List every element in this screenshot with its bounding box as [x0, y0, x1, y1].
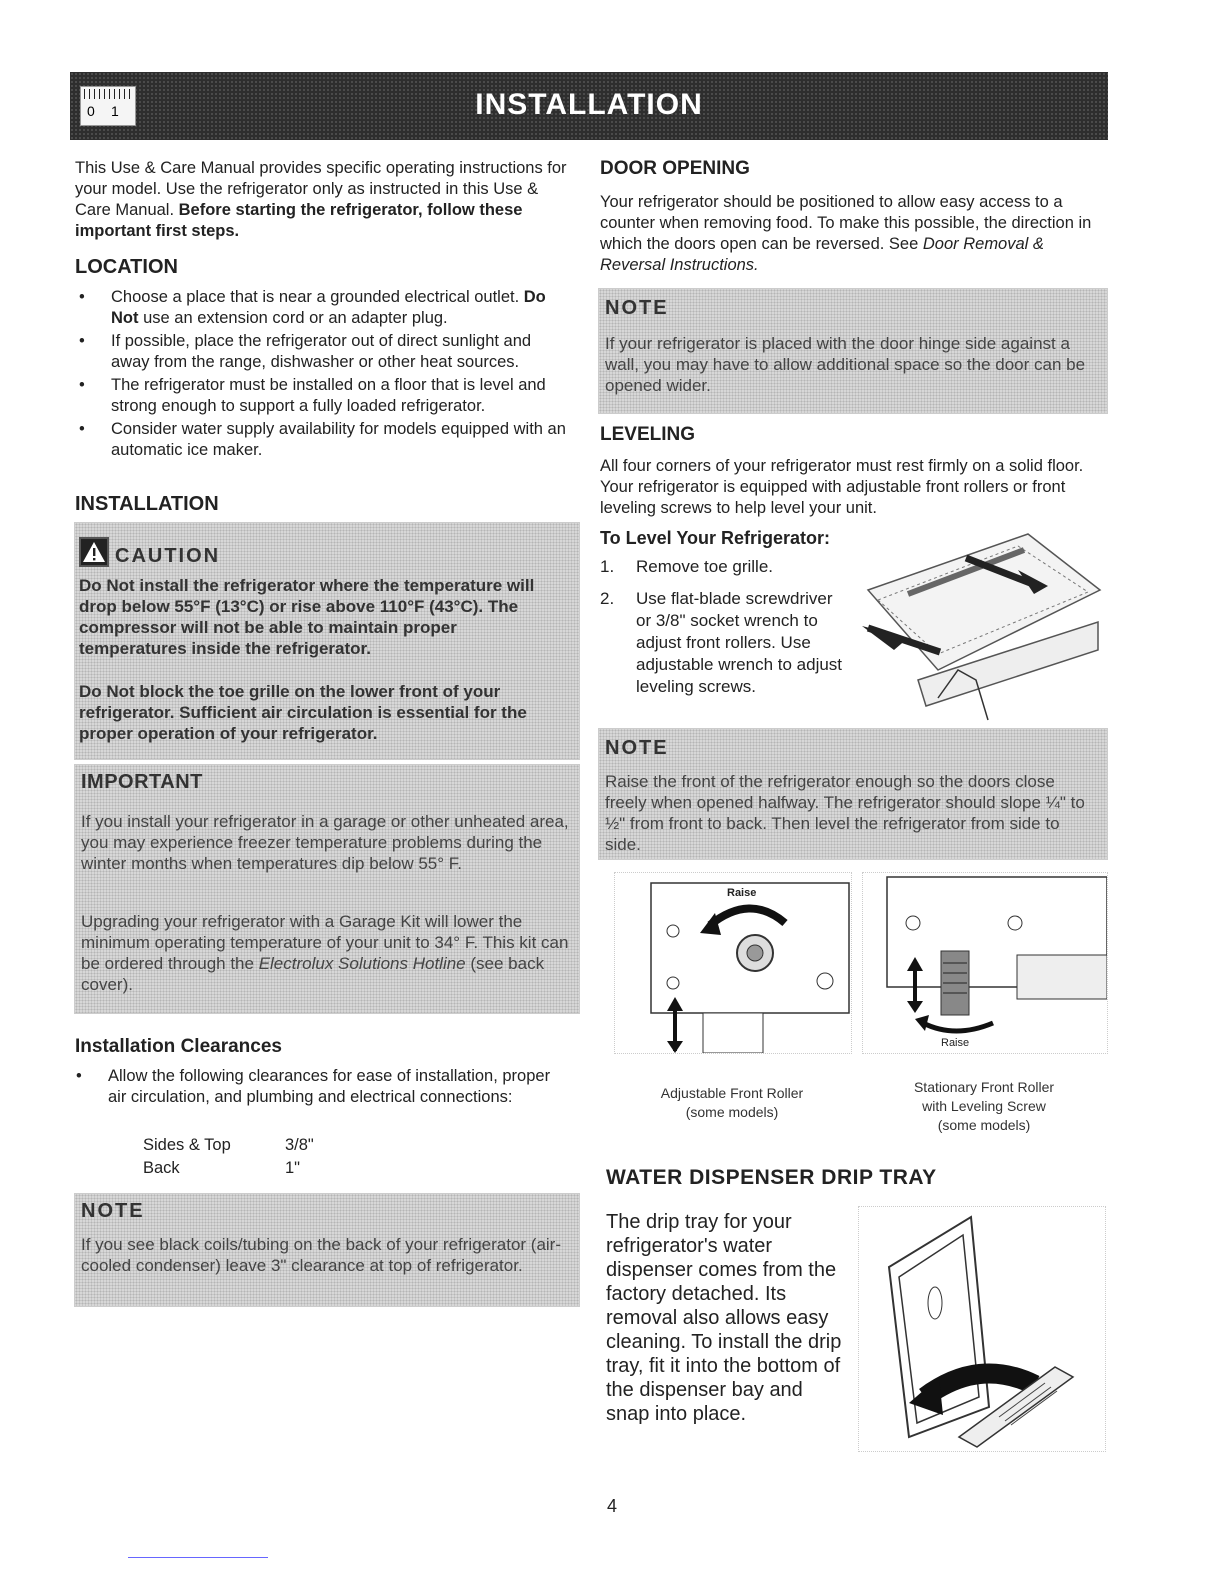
- adjustable-roller-caption: Adjustable Front Roller (some models): [660, 1085, 804, 1120]
- location-heading: LOCATION: [75, 256, 178, 278]
- leveling-subheading: To Level Your Refrigerator:: [600, 528, 831, 548]
- leveling-steps: [600, 556, 850, 698]
- clearance-value-sides: 3/8": [285, 1136, 314, 1154]
- note-coils-text: If you see black coils/tubing on the back of your refrigerator (air-cooled condenser) leave 3" clearance at top of refrigerator.: [81, 1235, 562, 1275]
- list-item: • If possible, place the refrigerator out of direct sunlight and away from the range, dishwasher or other heat sources.: [75, 331, 567, 373]
- page-title: INSTALLATION: [475, 88, 703, 121]
- leveling-text: All four corners of your refrigerator must rest firmly on a solid floor. Your refrigerator is equipped with adjustable front rollers or front leveling screws to help level your unit.: [600, 457, 1084, 517]
- leveling-heading: LEVELING: [600, 424, 696, 445]
- important-label: IMPORTANT: [81, 771, 203, 793]
- ruler-digit-1: 1: [111, 103, 119, 119]
- list-item: • Choose a place that is near a grounded electrical outlet. Do Not use an extension cord or an adapter plug.: [75, 287, 567, 329]
- list-item: 2. Use flat-blade screwdriver or 3/8" socket wrench to adjust front rollers. Use adjustable wrench to adjust leveling screws.: [600, 589, 843, 696]
- door-opening-text: Your refrigerator should be positioned to allow easy access to a counter when removing food. To make this possible, the direction in which the doors open can be reversed. See Door Removal & Reversal Instructions.: [600, 193, 1092, 274]
- adjustable-roller-illustration: [614, 872, 852, 1054]
- clearances-heading: Installation Clearances: [75, 1036, 282, 1057]
- clearance-label-back: Back: [143, 1159, 180, 1177]
- installation-heading: INSTALLATION: [75, 493, 219, 515]
- note-coils-box: [74, 1193, 580, 1307]
- note-door-text: If your refrigerator is placed with the door hinge side against a wall, you may have to allow additional space so the door can be opened wider.: [605, 334, 1086, 395]
- list-item: • Consider water supply availability for models equipped with an automatic ice maker.: [75, 419, 567, 461]
- toe-grille-illustration: [848, 530, 1104, 722]
- note-label: NOTE: [605, 297, 669, 319]
- caution-box: [74, 522, 580, 760]
- intro-paragraph: This Use & Care Manual provides specific operating instructions for your model. Use the refrigerator only as instructed in this Use & Care Manual. Before starting the refrigerator, follow these important first steps.: [75, 159, 567, 240]
- stationary-roller-caption: Stationary Front Roller with Leveling Screw (some models): [913, 1079, 1055, 1133]
- clearance-label-sides: Sides & Top: [143, 1136, 231, 1154]
- page-number: 4: [606, 1496, 617, 1516]
- location-list: [75, 287, 567, 463]
- caution-label: CAUTION: [115, 545, 221, 567]
- important-text-2: Upgrading your refrigerator with a Garage Kit will lower the minimum operating temperature of your unit to 34° F. This kit can be ordered through the Electrolux Solutions Hotline (see back cover).: [81, 912, 569, 994]
- raise-label-right: Raise: [941, 1037, 970, 1049]
- note-raise-text: Raise the front of the refrigerator enough so the doors close freely when opened halfway. The refrigerator should slope ¼" to ½" from front to back. Then level the refrigerator from side to side.: [605, 772, 1085, 854]
- caution-text-2: Do Not block the toe grille on the lower front of your refrigerator. Sufficient air circulation is essential for the proper operation of your refrigerator.: [79, 682, 527, 743]
- note-label: NOTE: [81, 1200, 145, 1222]
- door-opening-heading: DOOR OPENING: [600, 158, 750, 179]
- clearance-value-back: 1": [285, 1159, 301, 1177]
- note-raise-box: [598, 728, 1108, 860]
- drip-tray-heading: WATER DISPENSER DRIP TRAY: [606, 1166, 937, 1189]
- ruler-digit-0: 0: [87, 103, 95, 119]
- footer-rule: [128, 1557, 268, 1558]
- list-item: • The refrigerator must be installed on a floor that is level and strong enough to support a fully loaded refrigerator.: [75, 375, 567, 417]
- note-door-box: [598, 288, 1108, 414]
- drip-tray-text: The drip tray for your refrigerator's water dispenser comes from the factory detached. Its removal also allows easy cleaning. To install the drip tray, fit it into the bottom of the dispenser bay and snap into place.: [606, 1211, 842, 1425]
- note-label: NOTE: [605, 737, 669, 759]
- header-banner: [70, 72, 1108, 140]
- caution-text-1: Do Not install the refrigerator where the temperature will drop below 55°F (13°C) or rise above 110°F (43°C). The compressor will not be able to maintain proper temperatures inside the refrigerator.: [79, 576, 535, 658]
- raise-label-left: Raise: [727, 887, 757, 899]
- warning-icon: [79, 537, 109, 567]
- clearances-list: [72, 1066, 552, 1110]
- list-item: • Allow the following clearances for ease of installation, proper air circulation, and plumbing and electrical connections:: [72, 1066, 552, 1108]
- stationary-roller-illustration: [862, 872, 1108, 1054]
- important-text-1: If you install your refrigerator in a garage or other unheated area, you may experience freezer temperature problems during the winter months when temperatures dip below 55° F.: [81, 812, 569, 873]
- important-box: [74, 764, 580, 1014]
- list-item: 1. Remove toe grille.: [600, 557, 774, 576]
- drip-tray-illustration: [858, 1206, 1106, 1452]
